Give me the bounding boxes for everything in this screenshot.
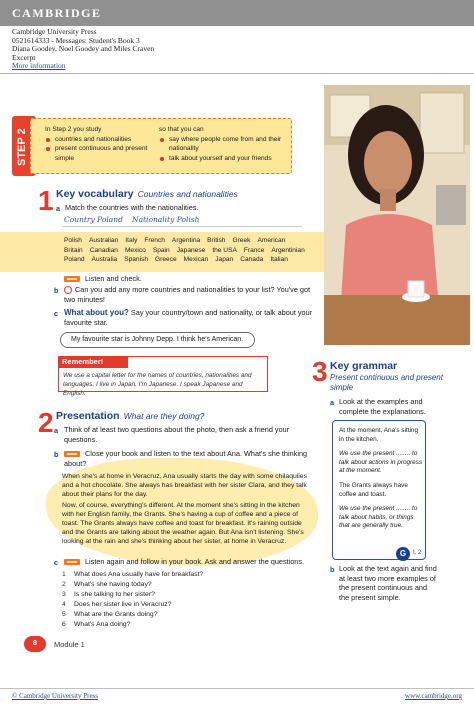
vocab-subtitle: Countries and nationalities xyxy=(137,189,238,199)
exercise-3b-label: b xyxy=(330,565,335,574)
vocab-title-text: Key vocabulary xyxy=(56,188,134,200)
page-number: 8 xyxy=(24,636,46,652)
word-row xyxy=(64,255,305,265)
exercise-2b xyxy=(64,449,309,468)
header-divider xyxy=(0,73,474,74)
section-number-1: 1 xyxy=(38,185,54,216)
speech-bubble: My favourite star is Johnny Depp. I think he's American. xyxy=(60,332,255,348)
grammar-box xyxy=(332,420,426,560)
word: the USA xyxy=(212,246,237,254)
word: Greek xyxy=(232,237,251,244)
word-row xyxy=(64,246,305,256)
publisher: Cambridge University Press xyxy=(12,27,97,36)
exercise-1c xyxy=(64,308,314,327)
presentation-subtitle: What are they doing? xyxy=(123,411,205,421)
grammar-example: The Grants always have coffee and toast. xyxy=(339,481,408,498)
question-item: 1 What does Ana usually have for breakfast? xyxy=(62,571,204,578)
word: Argentinian xyxy=(271,246,305,254)
section-number-2: 2 xyxy=(38,407,54,438)
presentation-title-text: Presentation xyxy=(56,410,120,422)
step-goals-item: talk about yourself and your friends xyxy=(159,154,289,164)
exercise-1a-label: a xyxy=(56,204,61,213)
exercise-3a-text: Look at the examples and complete the explanations. xyxy=(339,397,426,416)
grammar-example: At the moment, Ana's sitting in the kitchen. xyxy=(339,427,419,443)
word: American xyxy=(257,237,286,244)
handwritten-country: Country Poland xyxy=(64,215,123,224)
word: Mexican xyxy=(183,256,209,264)
grammar-reference-icon: G xyxy=(396,547,410,561)
excerpt-label: Excerpt xyxy=(12,52,36,62)
step-goals-column xyxy=(159,125,289,163)
step-study-heading: In Step 2 you study xyxy=(45,126,102,133)
exercise-2a-label: a xyxy=(54,426,59,435)
exercise-2a-text: Think of at least two questions about the photo, then ask a friend your questions. xyxy=(64,425,290,444)
exercise-2c-text: Listen again and follow in your book. Ask and answer the questions. xyxy=(85,557,305,566)
word: Poland xyxy=(64,256,85,264)
exercise-1b xyxy=(64,285,314,304)
story-paragraph: When she's at home in Veracruz, Ana usually starts the day with some chilaquiles and a hot chocolate. She always has breakfast with her sister Clara, and they talk about their plans for the day. xyxy=(62,473,307,498)
word: Argentina xyxy=(171,237,201,244)
word: Italy xyxy=(125,237,138,244)
word: Japan xyxy=(215,256,234,264)
exercise-1b-text: Can you add any more countries and nationalities to your list? You've got two minutes! xyxy=(64,285,311,304)
grammar-title: Key grammar xyxy=(330,360,398,372)
question-item: 6 What's Ana doing? xyxy=(62,621,131,628)
word: Canada xyxy=(240,256,264,264)
exercise-1b-label: b xyxy=(54,286,59,295)
presentation-title xyxy=(56,410,204,422)
step-goals-heading: so that you can xyxy=(159,126,204,133)
exercise-2c xyxy=(64,557,314,567)
ana-story xyxy=(62,472,310,548)
word: Japanese xyxy=(176,246,206,254)
exercise-2c-label: c xyxy=(54,558,59,567)
exercise-3b-text: Look at the text again and find at least two more examples of the present continuous and the present simple. xyxy=(339,564,437,602)
copyright-link[interactable]: © Cambridge University Press xyxy=(12,692,99,700)
header-bar xyxy=(0,0,474,26)
step-study-item: countries and nationalities xyxy=(45,135,165,145)
word: France xyxy=(243,246,265,254)
cd-audio-icon[interactable] xyxy=(64,451,80,457)
question-item: 2 What's she having today? xyxy=(62,581,152,588)
exercise-2b-label: b xyxy=(54,450,59,459)
section-number-3: 3 xyxy=(312,356,328,387)
word: French xyxy=(144,237,165,244)
step-box xyxy=(30,118,292,174)
step-study-column xyxy=(45,125,165,163)
what-about-you: What about you? xyxy=(64,308,129,317)
word: Australia xyxy=(91,256,118,264)
photo-illustration xyxy=(324,85,470,345)
exercise-1a-text: Match the countries with the nationalities. xyxy=(65,203,199,212)
timer-icon xyxy=(64,286,72,294)
word: Australian xyxy=(88,237,119,244)
remember-box xyxy=(58,356,268,397)
word: Greece xyxy=(155,256,177,264)
grammar-subtitle: Present continuous and present simple xyxy=(330,373,443,392)
grammar-rule: We use the present ........ to talk about habits, or things that are generally true. xyxy=(339,505,418,530)
word-list xyxy=(64,236,305,265)
grammar-reference: I, 2 xyxy=(413,550,422,556)
cd-audio-icon[interactable] xyxy=(64,559,80,565)
handwriting-line xyxy=(62,226,302,227)
book-meta xyxy=(12,28,154,71)
exercise-1c-label: c xyxy=(54,309,59,318)
word: Canadian xyxy=(89,246,118,254)
step-tab-label: STEP 2 xyxy=(16,128,28,166)
module-label: Module 1 xyxy=(54,640,85,649)
grammar-rule: We use the present ........ to talk about actions in progress at the moment. xyxy=(339,450,423,475)
step-study-item: present continuous and present simple xyxy=(45,144,165,163)
photo-ana-in-kitchen xyxy=(324,85,470,345)
exercise-2b-text: Close your book and listen to the text about Ana. What's she thinking about? xyxy=(64,449,308,468)
word-row xyxy=(64,236,305,246)
website-link[interactable]: www.cambridge.org xyxy=(405,692,462,700)
word: Spain xyxy=(152,246,170,254)
isbn-title: 0521614333 - Messages: Student's Book 3 xyxy=(12,35,140,45)
authors: Diana Goodey, Noel Goodey and Miles Craven xyxy=(12,44,155,54)
exercise-3a-label: a xyxy=(330,398,335,407)
question-item: 3 Is she talking to her sister? xyxy=(62,591,155,598)
more-information-link[interactable]: More information xyxy=(12,61,66,71)
question-list xyxy=(62,570,203,630)
vocab-title xyxy=(56,188,238,200)
question-item: 4 Does her sister live in Veracruz? xyxy=(62,601,172,608)
cd-audio-icon[interactable] xyxy=(64,276,80,282)
word: British xyxy=(207,237,226,244)
story-paragraph: Now, of course, everything's different. At the moment she's sitting in the kitchen with her English family, the Grants. She's having a cup of coffee and a piece of toast. The Grants always have coffee and toast for breakfast. It's raining outside and the Grants are talking about the weather again. But Ana isn't listening. She's looking at the rain and she's thinking about her sister, at home in Veracruz. xyxy=(62,502,304,545)
grammar-box-content xyxy=(339,427,423,537)
word: Spanish xyxy=(124,256,149,264)
exercise-1c-text: Say your country/town and nationality, or talk about your favourite star. xyxy=(64,308,313,327)
brand-logo: CAMBRIDGE xyxy=(12,6,102,20)
listen-check xyxy=(64,274,142,284)
remember-body: We use a capital letter for the names of countries, nationalities and languages. I live in Japan. I'm Japanese. I speak Japanese and English. xyxy=(63,372,252,397)
word: Polish xyxy=(64,237,82,244)
word: Italian xyxy=(270,256,288,264)
handwritten-nationality: Nationality Polish xyxy=(132,215,200,224)
remember-heading: Remember! xyxy=(58,356,128,368)
word: Britain xyxy=(64,246,83,254)
footer-divider xyxy=(0,688,474,689)
step-goals-item: say where people come from and their nationality xyxy=(159,135,289,154)
listen-check-text: Listen and check. xyxy=(85,274,142,283)
word: Mexico xyxy=(124,246,146,254)
question-item: 5 What are the Grants doing? xyxy=(62,611,158,618)
